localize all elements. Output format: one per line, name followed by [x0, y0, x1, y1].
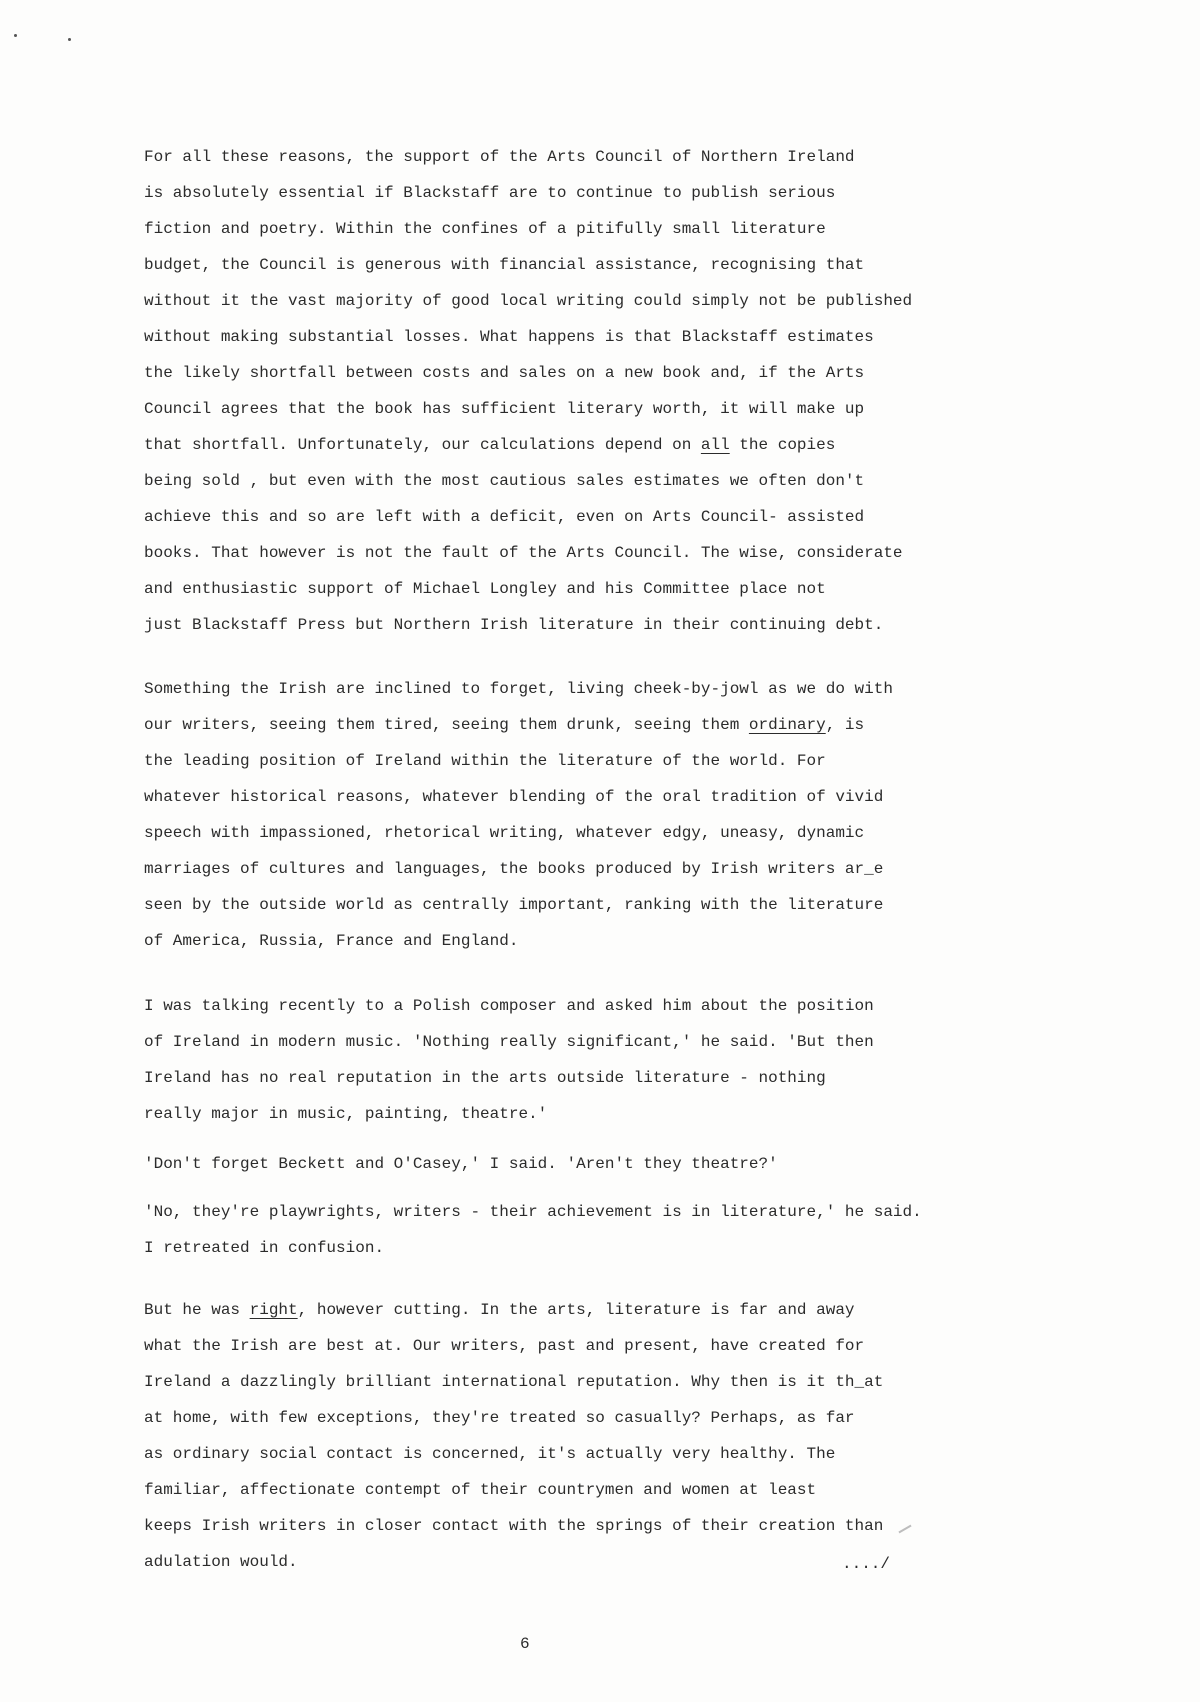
paragraph-irish-literature-position — [144, 671, 1144, 959]
text-line: of America, Russia, France and England. — [144, 932, 519, 950]
text-line: I retreated in confusion. — [144, 1239, 385, 1257]
text-line: Ireland has no real reputation in the arts outside literature - nothing — [144, 1069, 826, 1087]
text-line-with-underline — [144, 427, 1144, 463]
text-line: books. That however is not the fault of the Arts Council. The wise, considerate — [144, 544, 903, 562]
text-line: the leading position of Ireland within the literature of the world. For — [144, 752, 826, 770]
text-line: without making substantial losses. What happens is that Blackstaff estimates — [144, 328, 874, 346]
text-line: what the Irish are best at. Our writers, past and present, have created for — [144, 1337, 865, 1355]
underlined-word: all — [700, 436, 730, 454]
text-line: speech with impassioned, rhetorical writing, whatever edgy, uneasy, dynamic — [144, 824, 865, 842]
text-line: whatever historical reasons, whatever blending of the oral tradition of vivid — [144, 788, 884, 806]
paragraph-beckett-ocasey — [144, 1146, 1144, 1182]
paragraph-playwrights — [144, 1194, 1144, 1266]
text-line: adulation would. — [144, 1553, 298, 1571]
paragraph-polish-composer — [144, 988, 1144, 1132]
text-line: familiar, affectionate contempt of their countrymen and women at least — [144, 1481, 817, 1499]
text-line-with-underline — [144, 1292, 1144, 1328]
text-line: 'No, they're playwrights, writers - their achievement is in literature,' he said. — [144, 1203, 922, 1221]
text-line: Something the Irish are inclined to forget, living cheek-by-jowl as we do with — [144, 680, 893, 698]
text-line: Council agrees that the book has sufficient literary worth, it will make up — [144, 400, 865, 418]
scan-speck — [14, 34, 17, 37]
text-line: at home, with few exceptions, they're treated so casually? Perhaps, as far — [144, 1409, 855, 1427]
text-line: just Blackstaff Press but Northern Irish literature in their continuing debt. — [144, 616, 884, 634]
page-number: 6 — [520, 1635, 530, 1653]
paragraph-arts-council-support — [144, 139, 1144, 643]
text-line: really major in music, painting, theatre.' — [144, 1105, 548, 1123]
text-segment: But he was — [144, 1301, 250, 1319]
text-line: of Ireland in modern music. 'Nothing really significant,' he said. 'But then — [144, 1033, 874, 1051]
text-segment: , is — [825, 716, 865, 734]
continuation-mark: ..../ — [842, 1555, 891, 1573]
text-segment: that shortfall. Unfortunately, our calculations depend on — [144, 436, 701, 454]
text-line: and enthusiastic support of Michael Longley and his Committee place not — [144, 580, 826, 598]
text-line: as ordinary social contact is concerned, it's actually very healthy. The — [144, 1445, 836, 1463]
text-line: seen by the outside world as centrally important, ranking with the literature — [144, 896, 884, 914]
text-line: keeps Irish writers in closer contact with the springs of their creation than — [144, 1517, 884, 1535]
text-line: For all these reasons, the support of the Arts Council of Northern Ireland — [144, 148, 855, 166]
text-segment: the copies — [729, 436, 836, 454]
text-line: the likely shortfall between costs and sales on a new book and, if the Arts — [144, 364, 865, 382]
text-line: achieve this and so are left with a deficit, even on Arts Council- assisted — [144, 508, 865, 526]
text-line: 'Don't forget Beckett and O'Casey,' I said. 'Aren't they theatre?' — [144, 1155, 778, 1173]
text-segment: , however cutting. In the arts, literature is far and away — [297, 1301, 855, 1319]
underlined-word: right — [249, 1301, 298, 1319]
text-line: is absolutely essential if Blackstaff are to continue to publish serious — [144, 184, 836, 202]
text-line: being sold , but even with the most cautious sales estimates we often don't — [144, 472, 865, 490]
text-line-with-underline — [144, 707, 1144, 743]
paragraph-best-at-literature — [144, 1292, 1144, 1580]
underlined-word: ordinary — [748, 716, 826, 734]
text-line: fiction and poetry. Within the confines of a pitifully small literature — [144, 220, 826, 238]
scan-speck — [68, 38, 71, 41]
text-line: without it the vast majority of good local writing could simply not be published — [144, 292, 913, 310]
text-line: I was talking recently to a Polish composer and asked him about the position — [144, 997, 874, 1015]
text-line: Ireland a dazzlingly brilliant international reputation. Why then is it th_at — [144, 1373, 884, 1391]
text-line: budget, the Council is generous with financial assistance, recognising that — [144, 256, 865, 274]
text-line: marriages of cultures and languages, the books produced by Irish writers ar_e — [144, 860, 884, 878]
text-segment: our writers, seeing them tired, seeing them drunk, seeing them — [144, 716, 749, 734]
